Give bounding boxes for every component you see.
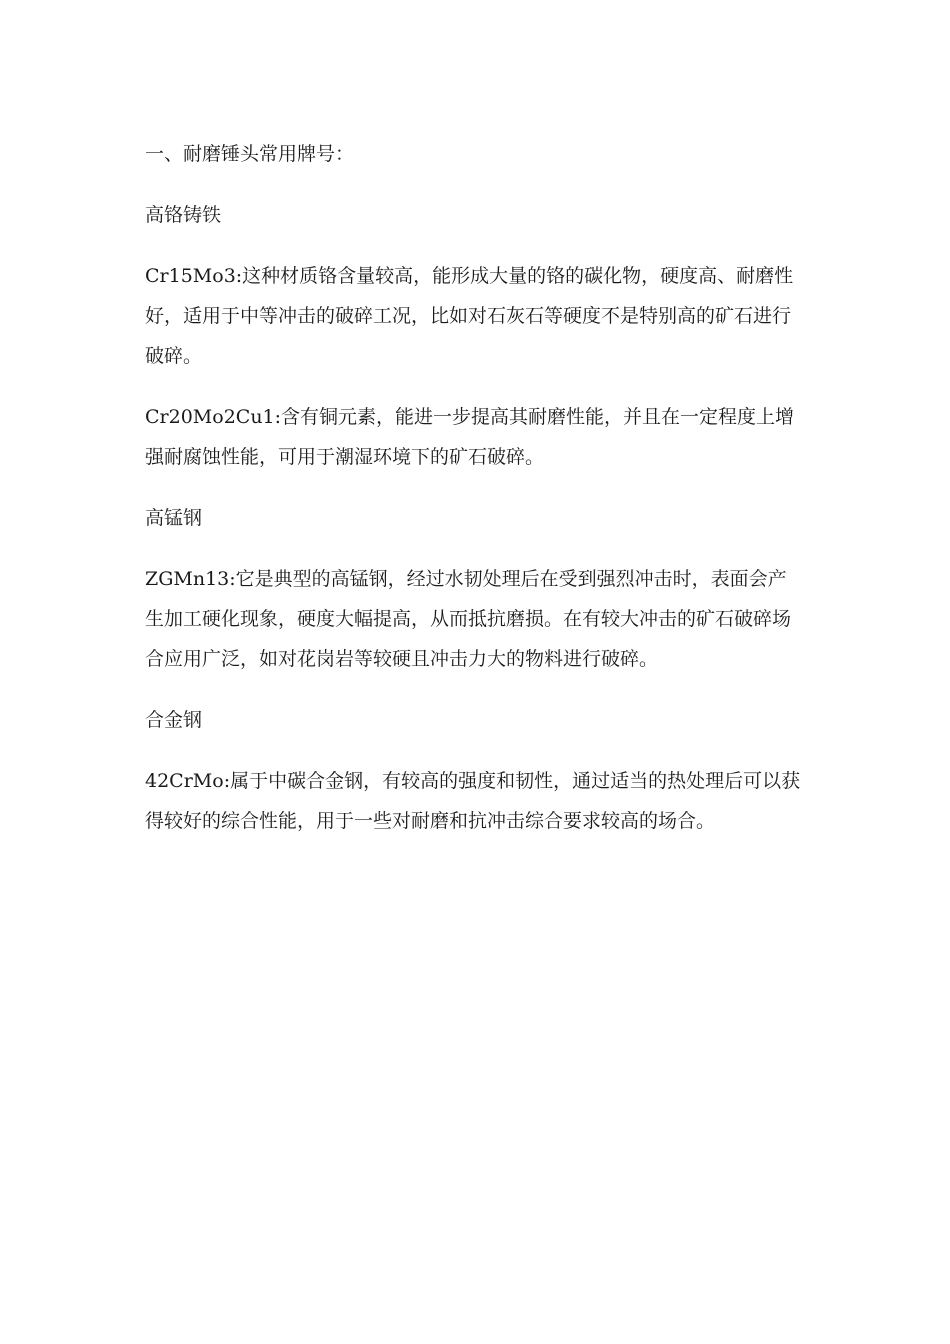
paragraph-zgmn13: ZGMn13:它是典型的高锰钢，经过水韧处理后在受到强烈冲击时，表面会产生加工硬化现象，硬度大幅提高，从而抵抗磨损。在有较大冲击的矿石破碎场合应用广泛，如对花岗岩等较硬且冲击力大的物料进行破碎。 [145, 568, 792, 670]
paragraph-cr20mo2cu1: Cr20Mo2Cu1:含有铜元素，能进一步提高其耐磨性能，并且在一定程度上增强耐腐蚀性能，可用于潮湿环境下的矿石破碎。 [145, 406, 795, 468]
section-title: 一、耐磨锤头常用牌号： [145, 143, 355, 165]
document-body [145, 134, 805, 862]
paragraph-cr15mo3: Cr15Mo3:这种材质铬含量较高，能形成大量的铬的碳化物，硬度高、耐磨性好，适用于中等冲击的破碎工况，比如对石灰石等硬度不是特别高的矿石进行破碎。 [145, 265, 794, 367]
material-heading-alloy-steel: 合金钢 [145, 709, 203, 731]
material-heading-high-manganese-steel: 高锰钢 [145, 507, 203, 529]
paragraph-42crmo: 42CrMo:属于中碳合金钢，有较高的强度和韧性，通过适当的热处理后可以获得较好的综合性能，用于一些对耐磨和抗冲击综合要求较高的场合。 [145, 770, 801, 832]
material-heading-high-chromium-iron: 高铬铸铁 [145, 204, 222, 226]
